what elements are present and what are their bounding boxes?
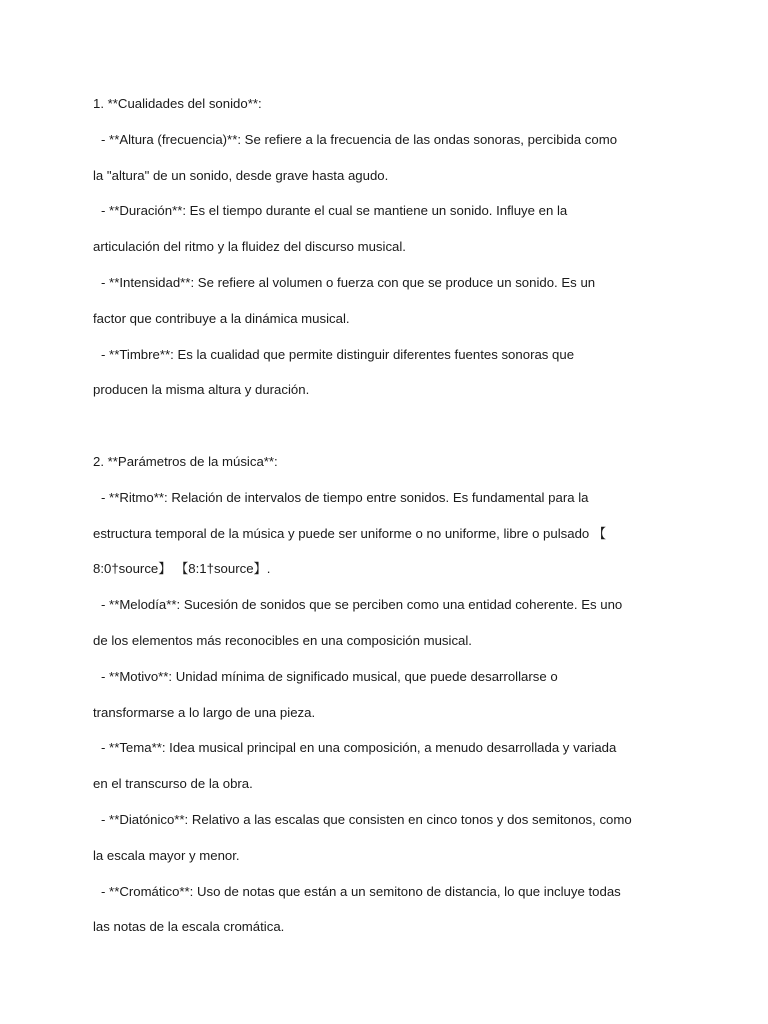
item-ritmo-cont: estructura temporal de la música y puede ser uniforme o no uniforme, libre o pulsado 【	[93, 525, 607, 541]
item-diatonico-cont: la escala mayor y menor.	[93, 847, 240, 863]
item-motivo-cont: transformarse a lo largo de una pieza.	[93, 704, 316, 720]
item-altura-cont: la "altura" de un sonido, desde grave hasta agudo.	[93, 167, 389, 183]
item-duracion: - **Duración**: Es el tiempo durante el cual se mantiene un sonido. Influye en la	[101, 203, 568, 219]
item-duracion-cont: articulación del ritmo y la fluidez del discurso musical.	[93, 239, 406, 255]
document-body	[93, 86, 693, 945]
item-melodia-cont: de los elementos más reconocibles en una composición musical.	[93, 632, 472, 648]
item-tema-cont: en el transcurso de la obra.	[93, 776, 253, 792]
item-intensidad-cont: factor que contribuye a la dinámica musical.	[93, 310, 350, 326]
item-diatonico: - **Diatónico**: Relativo a las escalas que consisten en cinco tonos y dos semitonos, como	[101, 811, 632, 827]
item-ritmo-citation: 8:0†source】 【8:1†source】.	[93, 561, 271, 577]
item-timbre-cont: producen la misma altura y duración.	[93, 382, 310, 398]
section-spacer	[93, 408, 693, 444]
item-tema: - **Tema**: Idea musical principal en una composición, a menudo desarrollada y variada	[101, 740, 617, 756]
item-cromatico-cont: las notas de la escala cromática.	[93, 919, 285, 935]
item-altura: - **Altura (frecuencia)**: Se refiere a la frecuencia de las ondas sonoras, percibida como	[101, 131, 618, 147]
item-cromatico: - **Cromático**: Uso de notas que están a un semitono de distancia, lo que incluye todas	[101, 883, 621, 899]
item-motivo: - **Motivo**: Unidad mínima de significado musical, que puede desarrollarse o	[101, 668, 558, 684]
section-heading-parametros: 2. **Parámetros de la música**:	[93, 453, 278, 469]
item-melodia: - **Melodía**: Sucesión de sonidos que se perciben como una entidad coherente. Es uno	[101, 597, 623, 613]
item-timbre: - **Timbre**: Es la cualidad que permite distinguir diferentes fuentes sonoras que	[101, 346, 575, 362]
section-heading-cualidades: 1. **Cualidades del sonido**:	[93, 96, 262, 111]
item-intensidad: - **Intensidad**: Se refiere al volumen o fuerza con que se produce un sonido. Es un	[101, 274, 596, 290]
item-ritmo: - **Ritmo**: Relación de intervalos de tiempo entre sonidos. Es fundamental para la	[101, 489, 589, 505]
